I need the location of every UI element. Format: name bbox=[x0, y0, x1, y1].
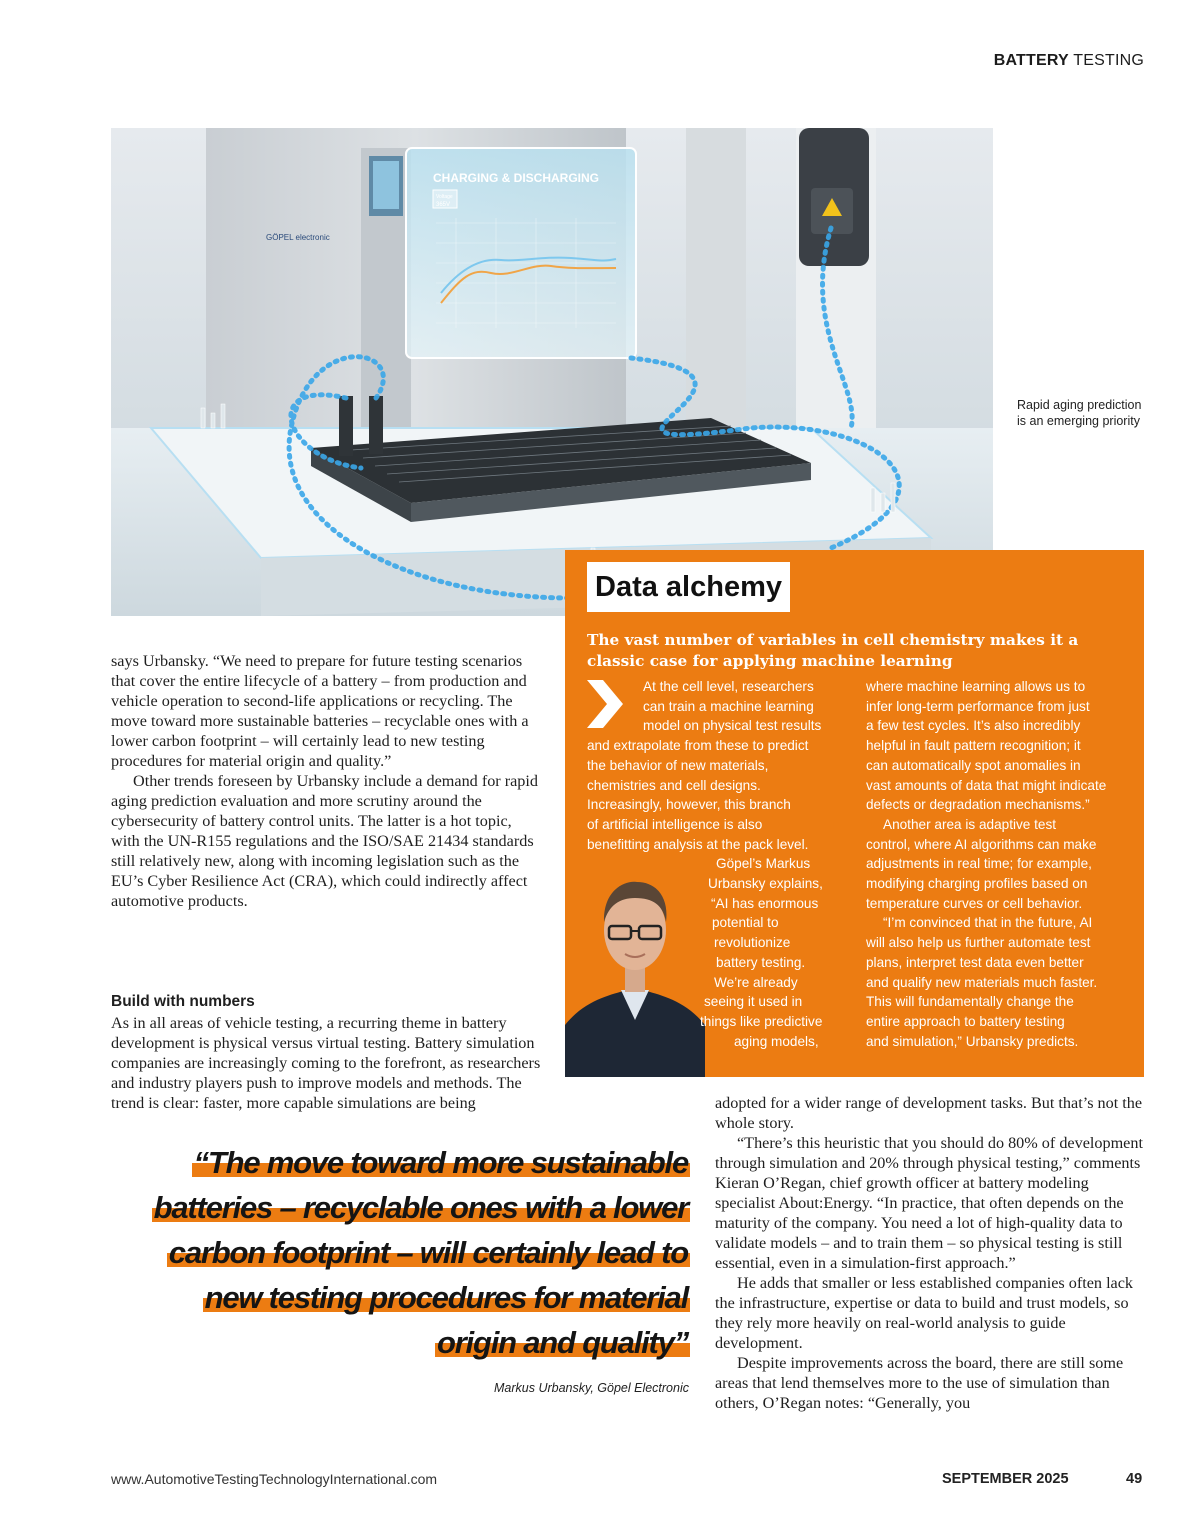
sidebar-column-1 bbox=[587, 677, 847, 1051]
sidebar-line: of artificial intelligence is also bbox=[587, 816, 763, 832]
sidebar-line: things like predictive bbox=[700, 1013, 823, 1029]
sidebar-line: modifying charging profiles based on bbox=[866, 876, 1088, 892]
panel-title: CHARGING & DISCHARGING bbox=[433, 171, 600, 185]
section-header bbox=[994, 52, 1144, 70]
sidebar-line: entire approach to battery testing bbox=[866, 1013, 1065, 1029]
body-paragraph: Other trends foreseen by Urbansky include a demand for rapid aging prediction evaluation and more scrutiny around the cybersecurity of battery control units. The latter is a hot topic, with the UN-R155 regulations and the ISO/SAE 21434 standards still relatively new, along with incoming legislation such as the EU’s Cyber Resilience Act (CRA), which could indirectly affect automotive products. bbox=[111, 772, 538, 910]
sidebar-line: potential to bbox=[712, 915, 779, 931]
sidebar-line: aging models, bbox=[734, 1033, 819, 1049]
footer-date: SEPTEMBER 2025 bbox=[942, 1471, 1069, 1487]
sidebar-line: “I’m convinced that in the future, AI bbox=[883, 915, 1093, 931]
sidebar-line: vast amounts of data that might indicate bbox=[866, 777, 1107, 793]
sidebar-line: model on physical test results bbox=[643, 718, 822, 734]
sidebar-line: battery testing. bbox=[716, 954, 806, 970]
pull-quote-line: “The move toward more sustainable bbox=[193, 1145, 688, 1180]
sidebar-line: a few test cycles. It’s also incredibly bbox=[866, 718, 1081, 734]
sidebar-line: temperature curves or cell behavior. bbox=[866, 895, 1083, 911]
sidebar-title-box bbox=[587, 562, 790, 612]
panel-badge-value: 365V bbox=[436, 202, 451, 208]
pull-quote-line: origin and quality” bbox=[436, 1325, 688, 1360]
sidebar-line: defects or degradation mechanisms.” bbox=[866, 797, 1090, 813]
pull-quote-line: batteries – recyclable ones with a lower bbox=[153, 1190, 688, 1225]
sidebar-line: seeing it used in bbox=[704, 994, 803, 1010]
subheading: Build with numbers bbox=[111, 993, 255, 1010]
body-paragraph: As in all areas of vehicle testing, a recurring theme in battery development is physical versus virtual testing. Battery simulation companies are increasingly coming to the forefront, as researchers and industry players push to improve models and methods. The trend is clear: faster, more capable simulations are being bbox=[111, 1014, 541, 1112]
sidebar-line: and qualify new materials much faster. bbox=[866, 974, 1098, 990]
body-column-left-continued bbox=[111, 992, 541, 1113]
sidebar-line: where machine learning allows us to bbox=[866, 679, 1086, 694]
charging-panel bbox=[406, 148, 636, 358]
sidebar-line: and extrapolate from these to predict bbox=[587, 738, 809, 754]
section-header-rest: TESTING bbox=[1068, 52, 1144, 69]
sidebar-line: We’re already bbox=[714, 974, 798, 990]
panel-badge-label: Voltage bbox=[436, 194, 453, 200]
sidebar-line: can automatically spot anomalies in bbox=[866, 757, 1081, 773]
body-column-left bbox=[111, 651, 541, 911]
body-paragraph: He adds that smaller or less established companies often lack the infrastructure, expertise or data to build and trust models, so they rely more heavily on real-world analysis to guide development. bbox=[715, 1274, 1134, 1352]
hero-illustration bbox=[111, 128, 993, 616]
body-column-right bbox=[715, 1093, 1145, 1413]
sidebar-line: helpful in fault pattern recognition; it bbox=[866, 738, 1081, 754]
sidebar-line: Göpel’s Markus bbox=[716, 856, 811, 872]
sidebar-line: the behavior of new materials, bbox=[587, 757, 769, 773]
sidebar-line: Increasingly, however, this branch bbox=[587, 797, 791, 813]
sidebar-line: This will fundamentally change the bbox=[866, 994, 1074, 1010]
body-paragraph: “There’s this heuristic that you should do 80% of development through simulation and 20% through physical testing,” comments Kieran O’Regan, chief growth officer at battery modeling specialist About:Energy. “In practice, that often depends on the maturity of the company. You need a lot of high-quality data to validate models – and to train them – so physical testing is still essential, even in a simulation-first approach.” bbox=[715, 1134, 1143, 1272]
body-paragraph: adopted for a wider range of development tasks. But that’s not the whole story. bbox=[715, 1094, 1143, 1132]
sidebar-line: “AI has enormous bbox=[711, 895, 819, 911]
page-number: 49 bbox=[1126, 1471, 1143, 1487]
sidebar-line: revolutionize bbox=[714, 935, 791, 951]
pull-quote-line: new testing procedures for material bbox=[204, 1280, 688, 1315]
sidebar-line: plans, interpret test data even better bbox=[866, 954, 1084, 970]
hero-image bbox=[111, 128, 993, 616]
sidebar-line: chemistries and cell designs. bbox=[587, 777, 761, 793]
pull-quote bbox=[100, 1140, 690, 1365]
sidebar-line: control, where AI algorithms can make bbox=[866, 836, 1097, 852]
sidebar-column-2 bbox=[866, 677, 1136, 1051]
sidebar-line: benefitting analysis at the pack level. bbox=[587, 836, 809, 852]
body-paragraph: Despite improvements across the board, there are still some areas that lend themselves more to the use of simulation than others, O’Regan notes: “Generally, you bbox=[715, 1354, 1124, 1412]
sidebar-line: can train a machine learning bbox=[643, 698, 814, 714]
pull-quote-line: carbon footprint – will certainly lead to bbox=[168, 1235, 688, 1270]
pull-quote-attribution: Markus Urbansky, Göpel Electronic bbox=[494, 1381, 689, 1395]
sidebar-line: infer long-term performance from just bbox=[866, 698, 1090, 714]
footer-url-link[interactable]: www.AutomotiveTestingTechnologyInternational.com bbox=[111, 1471, 438, 1487]
sidebar-line: Urbansky explains, bbox=[708, 876, 823, 892]
sidebar-line: and simulation,” Urbansky predicts. bbox=[866, 1033, 1079, 1049]
body-paragraph: says Urbansky. “We need to prepare for future testing scenarios that cover the entire lifecycle of a battery – from production and vehicle operation to second-life applications or recycling. The move toward more sustainable batteries – recyclable ones with a lower carbon footprint – will certainly lead to new testing procedures for material origin and quality.” bbox=[111, 652, 529, 770]
section-header-bold: BATTERY bbox=[993, 52, 1069, 69]
sidebar-title: Data alchemy bbox=[595, 571, 782, 603]
sidebar-line: At the cell level, researchers bbox=[643, 679, 814, 694]
brand-label: GÖPEL electronic bbox=[266, 233, 330, 242]
sidebar-line: will also help us further automate test bbox=[866, 935, 1091, 951]
sidebar-box bbox=[565, 550, 1144, 1077]
sidebar-standfirst: The vast number of variables in cell chemistry makes it a classic case for applying machine learning bbox=[587, 631, 1079, 670]
image-caption: Rapid aging prediction is an emerging priority bbox=[1017, 398, 1142, 428]
sidebar-line: Another area is adaptive test bbox=[883, 816, 1057, 832]
sidebar-line: adjustments in real time; for example, bbox=[866, 856, 1092, 872]
